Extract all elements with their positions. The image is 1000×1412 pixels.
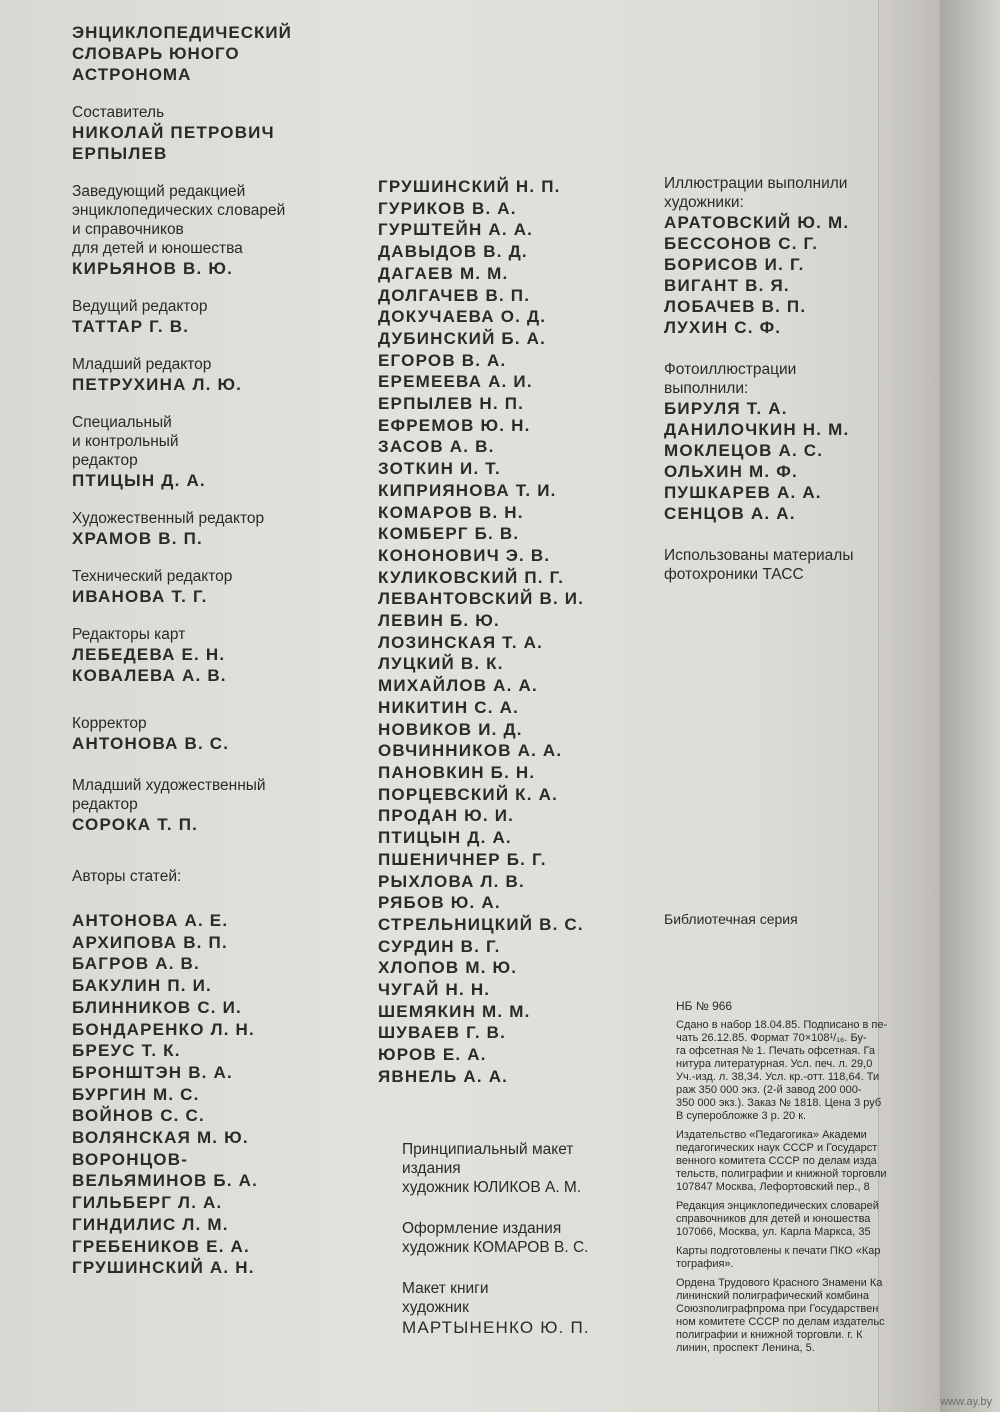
authors-list-2 bbox=[378, 176, 668, 1088]
author-name: СУРДИН В. Г. bbox=[378, 936, 501, 956]
author-name: КОНОНОВИЧ Э. В. bbox=[378, 545, 551, 565]
background-right bbox=[940, 0, 1000, 1412]
credit-special-editor bbox=[72, 413, 372, 491]
imprint bbox=[676, 1000, 938, 1361]
author-name: ЗОТКИН И. Т. bbox=[378, 459, 501, 479]
author-name: ПРОДАН Ю. И. bbox=[378, 806, 515, 826]
author-name: ЗАСОВ А. В. bbox=[378, 437, 495, 457]
imprint-publisher bbox=[676, 1129, 938, 1194]
photographers-label: выполнили: bbox=[664, 380, 749, 397]
title-line: АСТРОНОМА bbox=[72, 65, 192, 84]
imprint-line: Издательство «Педагогика» Академи bbox=[676, 1129, 867, 1141]
illustrator-name: ВИГАНТ В. Я. bbox=[664, 276, 790, 295]
author-name: ЮРОВ Е. А. bbox=[378, 1045, 487, 1065]
credits-column-1 bbox=[72, 22, 372, 1279]
illustrators bbox=[664, 174, 894, 338]
author-name: БАКУЛИН П. И. bbox=[72, 976, 212, 996]
credit-head-editor bbox=[72, 182, 372, 279]
photographer-name: ДАНИЛОЧКИН Н. М. bbox=[664, 420, 850, 439]
credit-compiler bbox=[72, 103, 372, 164]
author-name: ПШЕНИЧНЕР Б. Г. bbox=[378, 849, 547, 869]
credit-name: ПТИЦЫН Д. А. bbox=[72, 471, 206, 490]
credit-name: КИРЬЯНОВ В. Ю. bbox=[72, 259, 234, 278]
author-name: ШЕМЯКИН М. М. bbox=[378, 1001, 531, 1021]
layout-credit-3 bbox=[402, 1279, 682, 1338]
author-name: НОВИКОВ И. Д. bbox=[378, 719, 523, 739]
photographer-name: БИРУЛЯ Т. А. bbox=[664, 399, 788, 418]
photographer-name: ОЛЬХИН М. Ф. bbox=[664, 462, 798, 481]
author-name: ВОЙНОВ С. С. bbox=[72, 1106, 205, 1126]
author-name: ДАГАЕВ М. М. bbox=[378, 263, 509, 283]
credit-role: Составитель bbox=[72, 104, 165, 121]
author-name: ЕРПЫЛЕВ Н. П. bbox=[378, 394, 525, 414]
credit-role: и контрольный bbox=[72, 433, 179, 450]
credit-role: Технический редактор bbox=[72, 568, 233, 585]
library-series: Библиотечная серия bbox=[664, 911, 798, 927]
author-name: КУЛИКОВСКИЙ П. Г. bbox=[378, 567, 565, 587]
author-name: ВЕЛЬЯМИНОВ Б. А. bbox=[72, 1171, 259, 1191]
author-name: БОНДАРЕНКО Л. Н. bbox=[72, 1019, 255, 1039]
series-label bbox=[664, 910, 894, 929]
author-name: РЯБОВ Ю. А. bbox=[378, 893, 501, 913]
imprint-line: нитура литературная. Усл. печ. л. 29,0 bbox=[676, 1058, 873, 1070]
illustrator-name: АРАТОВСКИЙ Ю. М. bbox=[664, 213, 850, 232]
imprint-line: линин, проспект Ленина, 5. bbox=[676, 1342, 815, 1354]
imprint-nb: НБ № 966 bbox=[676, 1000, 733, 1013]
credit-role: Корректор bbox=[72, 715, 147, 732]
credit-role: редактор bbox=[72, 452, 138, 469]
author-name: ДОКУЧАЕВА О. Д. bbox=[378, 307, 547, 327]
layout-artist: МАРТЫНЕНКО Ю. П. bbox=[402, 1318, 590, 1337]
imprint-line: 107847 Москва, Лефортовский пер., 8 bbox=[676, 1181, 870, 1193]
author-name: МИХАЙЛОВ А. А. bbox=[378, 676, 538, 696]
credit-name: ИВАНОВА Т. Г. bbox=[72, 587, 208, 606]
imprint-maps bbox=[676, 1245, 938, 1271]
imprint-line: справочников для детей и юношества bbox=[676, 1213, 871, 1225]
illustrator-name: ЛУХИН С. Ф. bbox=[664, 318, 782, 337]
layout-line: издания bbox=[402, 1160, 461, 1177]
layout-line: Макет книги bbox=[402, 1280, 489, 1297]
author-name: БУРГИН М. С. bbox=[72, 1084, 200, 1104]
imprint-print-details bbox=[676, 1019, 938, 1123]
author-name: СТРЕЛЬНИЦКИЙ В. С. bbox=[378, 914, 584, 934]
credit-map-editors bbox=[72, 625, 372, 686]
credit-role: Художественный редактор bbox=[72, 510, 265, 527]
author-name: ЕРЕМЕЕВА А. И. bbox=[378, 372, 533, 392]
imprint-line: ном комитете СССР по делам издательс bbox=[676, 1316, 885, 1328]
layout-line: художник bbox=[402, 1299, 469, 1316]
credit-junior-art-editor bbox=[72, 776, 372, 835]
author-name: ЯВНЕЛЬ А. А. bbox=[378, 1066, 509, 1086]
credit-name: ХРАМОВ В. П. bbox=[72, 529, 203, 548]
tass-line: Использованы материалы bbox=[664, 547, 854, 564]
author-name: РЫХЛОВА Л. В. bbox=[378, 871, 525, 891]
author-name: НИКИТИН С. А. bbox=[378, 697, 520, 717]
tass-note bbox=[664, 546, 894, 584]
author-name: ГРУШИНСКИЙ Н. П. bbox=[378, 177, 561, 196]
credit-junior-editor bbox=[72, 355, 372, 395]
imprint-line: раж 350 000 экз. (2-й завод 200 000- bbox=[676, 1084, 862, 1096]
author-name: ГУРИКОВ В. А. bbox=[378, 198, 517, 218]
illustrators-label: художники: bbox=[664, 194, 744, 211]
credit-name: АНТОНОВА В. С. bbox=[72, 734, 230, 753]
credit-tech-editor bbox=[72, 567, 372, 607]
imprint-line: Союзполиграфпрома при Государствен bbox=[676, 1303, 879, 1315]
credit-role: для детей и юношества bbox=[72, 240, 243, 257]
credit-name: ЕРПЫЛЕВ bbox=[72, 144, 168, 163]
imprint-line: лининский полиграфический комбина bbox=[676, 1290, 869, 1302]
author-name: ЛЕВАНТОВСКИЙ В. И. bbox=[378, 589, 585, 609]
author-name: ДАВЫДОВ В. Д. bbox=[378, 242, 528, 262]
author-name: ВОРОНЦОВ- bbox=[72, 1149, 189, 1169]
author-name: ОВЧИННИКОВ А. А. bbox=[378, 741, 563, 761]
author-name: ВОЛЯНСКАЯ М. Ю. bbox=[72, 1128, 249, 1148]
credit-proofreader bbox=[72, 714, 372, 754]
imprint-line: га офсетная № 1. Печать офсетная. Га bbox=[676, 1045, 875, 1057]
author-name: ГРЕБЕНИКОВ Е. А. bbox=[72, 1236, 250, 1256]
author-name: ПТИЦЫН Д. А. bbox=[378, 828, 512, 848]
author-name: БРЕУС Т. К. bbox=[72, 1041, 181, 1061]
imprint-line: педагогических наук СССР и Государст bbox=[676, 1142, 878, 1154]
author-name: ПАНОВКИН Б. Н. bbox=[378, 762, 536, 782]
author-name: ГИНДИЛИС Л. М. bbox=[72, 1214, 229, 1234]
photographer-name: МОКЛЕЦОВ А. С. bbox=[664, 441, 824, 460]
imprint-line: Ордена Трудового Красного Знамени Ка bbox=[676, 1277, 883, 1289]
author-name: КИПРИЯНОВА Т. И. bbox=[378, 480, 557, 500]
photographers-list bbox=[664, 398, 894, 524]
credit-name: ЛЕБЕДЕВА Е. Н. bbox=[72, 645, 226, 664]
photographers-label: Фотоиллюстрации bbox=[664, 361, 797, 378]
credit-role: Ведущий редактор bbox=[72, 298, 208, 315]
imprint-line: Сдано в набор 18.04.85. Подписано в пе- bbox=[676, 1019, 888, 1031]
imprint-line: Карты подготовлены к печати ПКО «Кар bbox=[676, 1245, 881, 1257]
author-name: ГУРШТЕЙН А. А. bbox=[378, 220, 534, 240]
layout-credits bbox=[402, 1140, 682, 1360]
author-name: ГРУШИНСКИЙ А. Н. bbox=[72, 1258, 255, 1278]
layout-credit-2 bbox=[402, 1219, 682, 1257]
authors-label bbox=[72, 867, 372, 886]
author-name: ГИЛЬБЕРГ Л. А. bbox=[72, 1193, 223, 1213]
author-name: БЛИННИКОВ С. И. bbox=[72, 997, 242, 1017]
illustrator-name: ЛОБАЧЕВ В. П. bbox=[664, 297, 807, 316]
author-name: ШУВАЕВ Г. В. bbox=[378, 1023, 507, 1043]
imprint-line: тельств, полиграфии и книжной торговли bbox=[676, 1168, 887, 1180]
imprint-line: полиграфии и книжной торговли. г. К bbox=[676, 1329, 863, 1341]
credit-role: Редакторы карт bbox=[72, 626, 186, 643]
photographer-name: СЕНЦОВ А. А. bbox=[664, 504, 796, 523]
credit-role: Заведующий редакцией bbox=[72, 183, 246, 200]
credit-name: ПЕТРУХИНА Л. Ю. bbox=[72, 375, 243, 394]
illustrators-label: Иллюстрации выполнили bbox=[664, 175, 848, 192]
author-name: ЛЕВИН Б. Ю. bbox=[378, 611, 500, 631]
credit-role: Младший редактор bbox=[72, 356, 212, 373]
imprint-line: венного комитета СССР по делам изда bbox=[676, 1155, 877, 1167]
credit-art-editor bbox=[72, 509, 372, 549]
authors-list-1 bbox=[72, 910, 372, 1279]
author-name: БРОНШТЭН В. А. bbox=[72, 1062, 233, 1082]
author-name: ЕФРЕМОВ Ю. Н. bbox=[378, 415, 531, 435]
author-name: ДУБИНСКИЙ Б. А. bbox=[378, 328, 547, 348]
author-name: КОМАРОВ В. Н. bbox=[378, 502, 524, 522]
author-name: АРХИПОВА В. П. bbox=[72, 932, 228, 952]
credit-name: СОРОКА Т. П. bbox=[72, 815, 199, 834]
author-name: БАГРОВ А. В. bbox=[72, 954, 200, 974]
illustrators-list bbox=[664, 212, 894, 338]
illustrator-name: БОРИСОВ И. Г. bbox=[664, 255, 805, 274]
credit-role: энциклопедических словарей bbox=[72, 202, 286, 219]
illustrator-name: БЕССОНОВ С. Г. bbox=[664, 234, 819, 253]
title-line: ЭНЦИКЛОПЕДИЧЕСКИЙ bbox=[72, 23, 292, 42]
imprint-line: тография». bbox=[676, 1258, 734, 1270]
layout-artist: художник ЮЛИКОВ А. М. bbox=[402, 1179, 582, 1196]
imprint-line: Редакция энциклопедических словарей bbox=[676, 1200, 879, 1212]
tass-line: фотохроники ТАСС bbox=[664, 566, 804, 583]
author-name: ЛУЦКИЙ В. К. bbox=[378, 654, 504, 674]
layout-line: Принципиальный макет bbox=[402, 1141, 574, 1158]
imprint-printer bbox=[676, 1277, 938, 1355]
book-title bbox=[72, 22, 372, 85]
imprint-editorial bbox=[676, 1200, 938, 1239]
credit-name: КОВАЛЕВА А. В. bbox=[72, 666, 227, 685]
author-name: ЕГОРОВ В. А. bbox=[378, 350, 507, 370]
credit-role: и справочников bbox=[72, 221, 184, 238]
credit-role: Специальный bbox=[72, 414, 172, 431]
imprint-line: Уч.-изд. л. 38,34. Усл. кр.-отт. 118,64. Ти bbox=[676, 1071, 880, 1083]
author-name: ХЛОПОВ М. Ю. bbox=[378, 958, 518, 978]
photographer-name: ПУШКАРЕВ А. А. bbox=[664, 483, 822, 502]
credits-column-3 bbox=[664, 174, 894, 929]
author-name: ДОЛГАЧЕВ В. П. bbox=[378, 285, 531, 305]
credit-role: Младший художественный bbox=[72, 777, 266, 794]
credit-name: ТАТТАР Г. В. bbox=[72, 317, 190, 336]
layout-line: Оформление издания bbox=[402, 1220, 562, 1237]
photographers bbox=[664, 360, 894, 524]
author-name: ЧУГАЙ Н. Н. bbox=[378, 980, 491, 1000]
title-line: СЛОВАРЬ ЮНОГО bbox=[72, 44, 240, 63]
credit-name: НИКОЛАЙ ПЕТРОВИЧ bbox=[72, 123, 275, 142]
layout-credit-1 bbox=[402, 1140, 682, 1197]
author-name: АНТОНОВА А. Е. bbox=[72, 911, 229, 930]
author-name: ПОРЦЕВСКИЙ К. А. bbox=[378, 784, 559, 804]
author-name: КОМБЕРГ Б. В. bbox=[378, 524, 520, 544]
imprint-line: 350 000 экз.). Заказ № 1818. Цена 3 руб bbox=[676, 1097, 882, 1109]
imprint-line: чать 26.12.85. Формат 70×108¹/₁₆. Бу- bbox=[676, 1032, 867, 1044]
layout-artist: художник КОМАРОВ В. С. bbox=[402, 1239, 589, 1256]
credit-role: редактор bbox=[72, 796, 138, 813]
authors-heading: Авторы статей: bbox=[72, 868, 182, 885]
author-name: ЛОЗИНСКАЯ Т. А. bbox=[378, 632, 544, 652]
watermark: www.ay.by bbox=[940, 1396, 992, 1408]
credit-lead-editor bbox=[72, 297, 372, 337]
imprint-line: В суперобложке 3 р. 20 к. bbox=[676, 1110, 807, 1122]
imprint-line: 107066, Москва, ул. Карла Маркса, 35 bbox=[676, 1226, 871, 1238]
